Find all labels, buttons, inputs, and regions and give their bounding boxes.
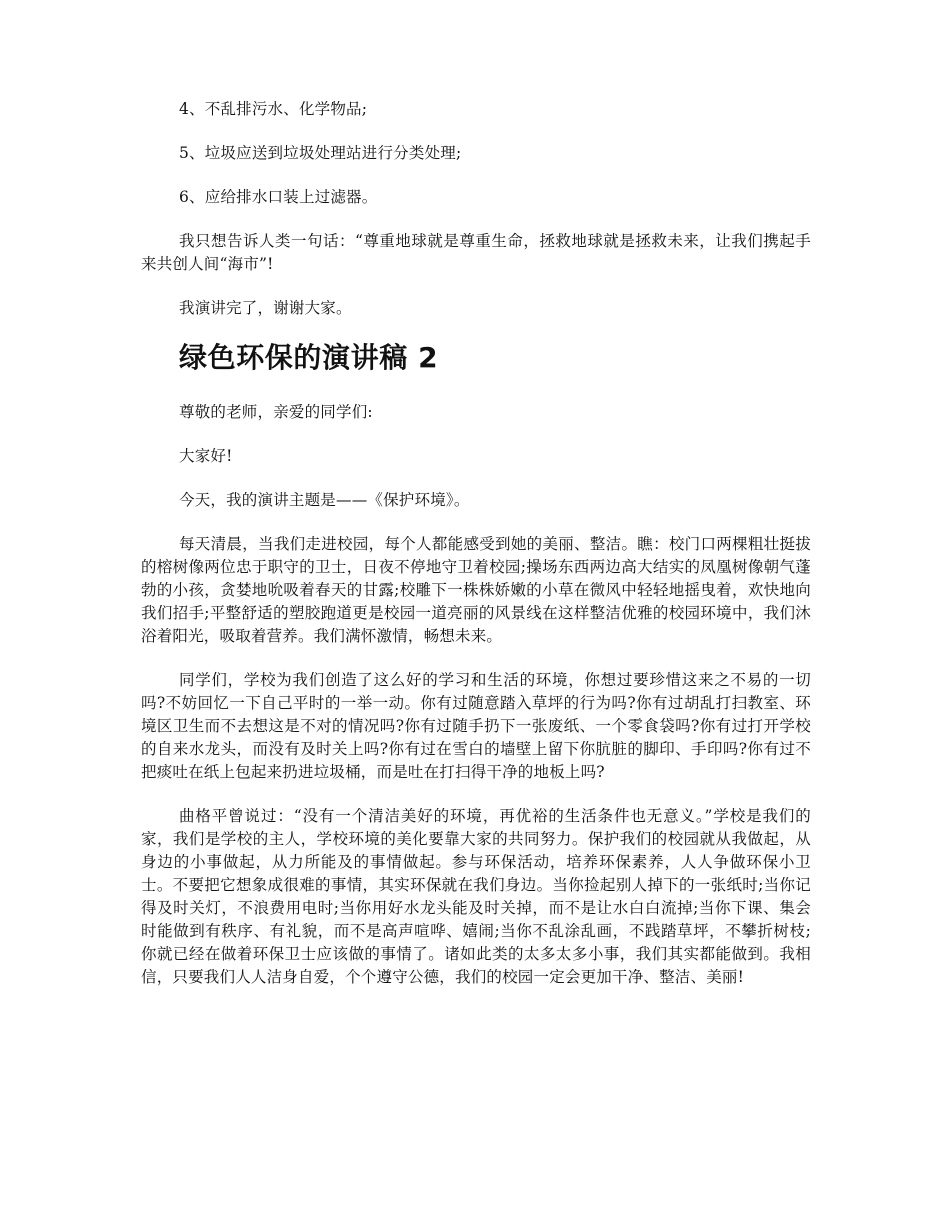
section-title: 绿色环保的演讲稿 2 xyxy=(179,341,439,374)
closing-thanks: 我演讲完了，谢谢大家。 xyxy=(179,299,352,317)
list-item: 4、不乱排污水、化学物品; xyxy=(179,100,368,118)
speech-paragraph: 每天清晨，当我们走进校园，每个人都能感受到她的美丽、整洁。瞧：校门口两棵粗壮挺拔的榕树像两位忠于职守的卫士，日夜不停地守卫着校园;操场东西两边高大结实的凤凰树像朝气蓬勃的小孩，贪婪地吮吸着春天的甘露;校雕下一株株娇嫩的小草在微风中轻轻地摇曳着，欢快地向我们招手;平整舒适的塑胶跑道更是校园一道亮丽的风景线在这样整洁优雅的校园环境中，我们沐浴着阳光，吸取着营养。我们满怀激情，畅想未来。 xyxy=(141,535,811,645)
speech-hello: 大家好! xyxy=(179,447,233,465)
closing-paragraph: 我只想告诉人类一句话：“尊重地球就是尊重生命，拯救地球就是拯救未来，让我们携起手来共创人间“海市”! xyxy=(141,232,811,273)
speech-topic: 今天，我的演讲主题是——《保护环境》。 xyxy=(179,491,470,509)
list-item: 6、应给排水口装上过滤器。 xyxy=(179,188,378,206)
speech-paragraph: 曲格平曾说过：“没有一个清洁美好的环境，再优裕的生活条件也无意义。”学校是我们的家，我们是学校的主人，学校环境的美化要靠大家的共同努力。保护我们的校园就从我做起，从身边的小事做起，从力所能及的事情做起。参与环保活动，培养环保素养，人人争做环保小卫士。不要把它想象成很难的事情，其实环保就在我们身边。当你捡起别人掉下的一张纸时;当你记得及时关灯，不浪费用电时;当你用好水龙头能及时关掉，而不是让水白白流掉;当你下课、集会时能做到有秩序、有礼貌，而不是高声喧哗、嬉闹;当你不乱涂乱画，不践踏草坪，不攀折树枝;你就已经在做着环保卫士应该做的事情了。诸如此类的太多太多小事，我们其实都能做到。我相信，只要我们人人洁身自爱，个个遵守公德，我们的校园一定会更加干净、整洁、美丽! xyxy=(141,807,811,986)
speech-paragraph: 同学们，学校为我们创造了这么好的学习和生活的环境，你想过要珍惜这来之不易的一切吗?不妨回忆一下自己平时的一举一动。你有过随意踏入草坪的行为吗?你有过胡乱打扫教室、环境区卫生而不去想这是不对的情况吗?你有过随手扔下一张废纸、一个零食袋吗?你有过打开学校的自来水龙头，而没有及时关上吗?你有过在雪白的墙壁上留下你肮脏的脚印、手印吗?你有过不把痰吐在纸上包起来扔进垃圾桶，而是吐在打扫得干净的地板上吗? xyxy=(141,671,811,781)
list-item: 5、垃圾应送到垃圾处理站进行分类处理; xyxy=(179,144,462,162)
speech-greeting: 尊敬的老师，亲爱的同学们: xyxy=(179,403,373,421)
document-content xyxy=(141,98,811,1010)
